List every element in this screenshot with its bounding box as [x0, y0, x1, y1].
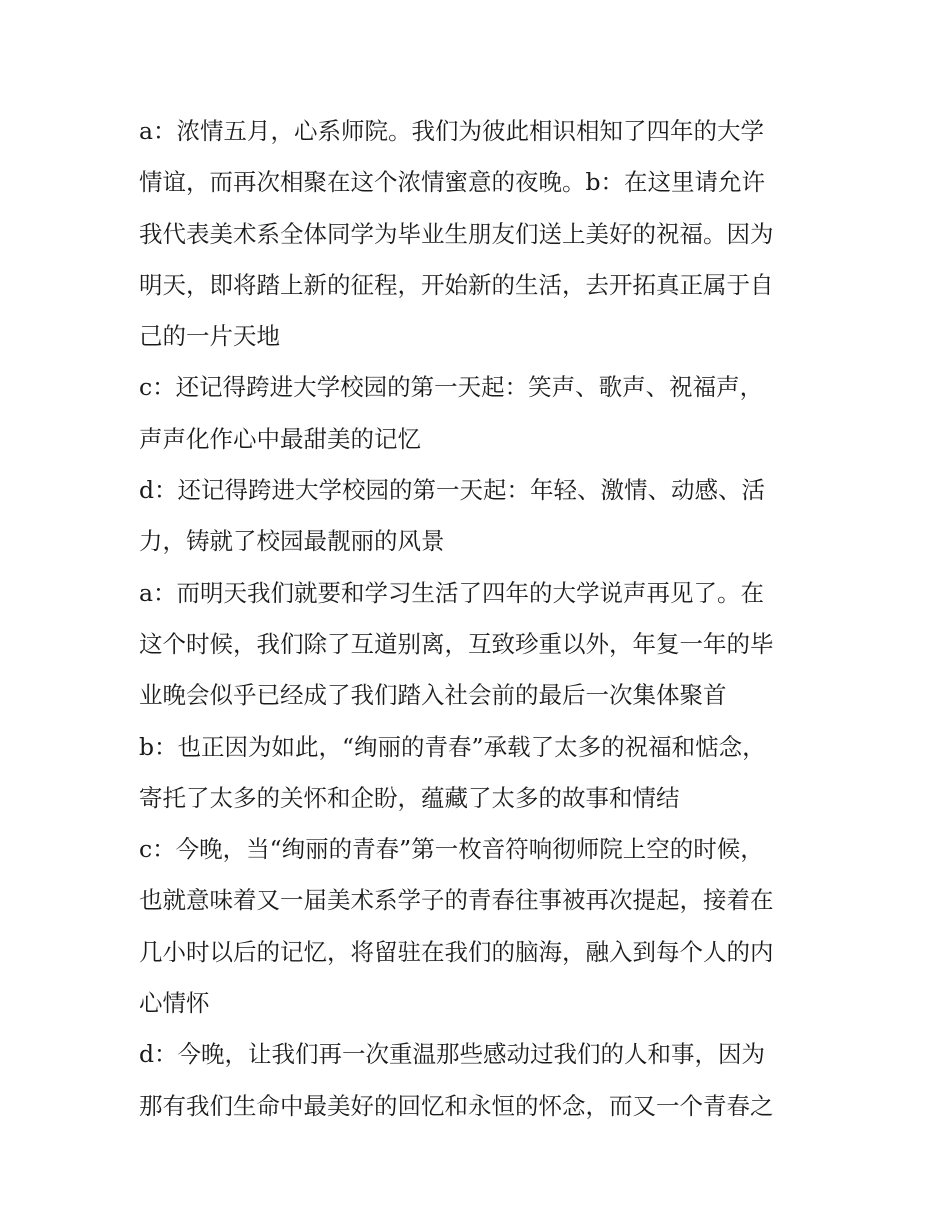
text-line: 明天，即将踏上新的征程，开始新的生活，去开拓真正属于自	[139, 270, 774, 299]
text-line: 心情怀	[139, 989, 210, 1018]
text-line: 业晚会似乎已经成了我们踏入社会前的最后一次集体聚首	[139, 681, 727, 710]
paragraph-a-farewell	[139, 568, 829, 722]
paragraph-d-memory	[139, 465, 829, 568]
text-line: 情谊，而再次相聚在这个浓情蜜意的夜晚。b：在这里请允许	[139, 168, 766, 197]
text-line: 那有我们生命中最美好的回忆和永恒的怀念，而又一个青春之	[139, 1091, 774, 1120]
text-line: 也就意味着又一届美术系学子的青春往事被再次提起，接着在	[139, 886, 774, 915]
document-body	[139, 106, 829, 1132]
text-line: 几小时以后的记忆，将留驻在我们的脑海，融入到每个人的内	[139, 937, 774, 966]
paragraph-b-blessing	[139, 722, 829, 825]
text-line: 己的一片天地	[139, 322, 280, 351]
text-line: c：还记得跨进大学校园的第一天起：笑声、歌声、祝福声，	[139, 373, 764, 402]
text-line: a：而明天我们就要和学习生活了四年的大学说声再见了。在	[139, 578, 765, 607]
text-line: c：今晚，当“绚丽的青春”第一枚音符响彻师院上空的时候，	[139, 835, 764, 864]
text-line: d：今晚，让我们再一次重温那些感动过我们的人和事，因为	[139, 1040, 766, 1069]
paragraph-c-tonight	[139, 824, 829, 1029]
text-line: a：浓情五月，心系师院。我们为彼此相识相知了四年的大学	[139, 117, 765, 145]
paragraph-a-opening	[139, 106, 829, 362]
text-line: 这个时候，我们除了互道别离，互致珍重以外，年复一年的毕	[139, 629, 774, 658]
text-line: b：也正因为如此，“绚丽的青春”承载了太多的祝福和惦念，	[139, 732, 766, 761]
paragraph-d-tonight	[139, 1029, 829, 1132]
text-line: d：还记得跨进大学校园的第一天起：年轻、激情、动感、活	[139, 476, 766, 505]
text-line: 我代表美术系全体同学为毕业生朋友们送上美好的祝福。因为	[139, 219, 774, 248]
text-line: 力，铸就了校园最靓丽的风景	[139, 527, 445, 556]
paragraph-c-memory	[139, 362, 829, 465]
text-line: 声声化作心中最甜美的记忆	[139, 424, 421, 453]
text-line: 寄托了太多的关怀和企盼，蕴藏了太多的故事和情结	[139, 783, 680, 812]
